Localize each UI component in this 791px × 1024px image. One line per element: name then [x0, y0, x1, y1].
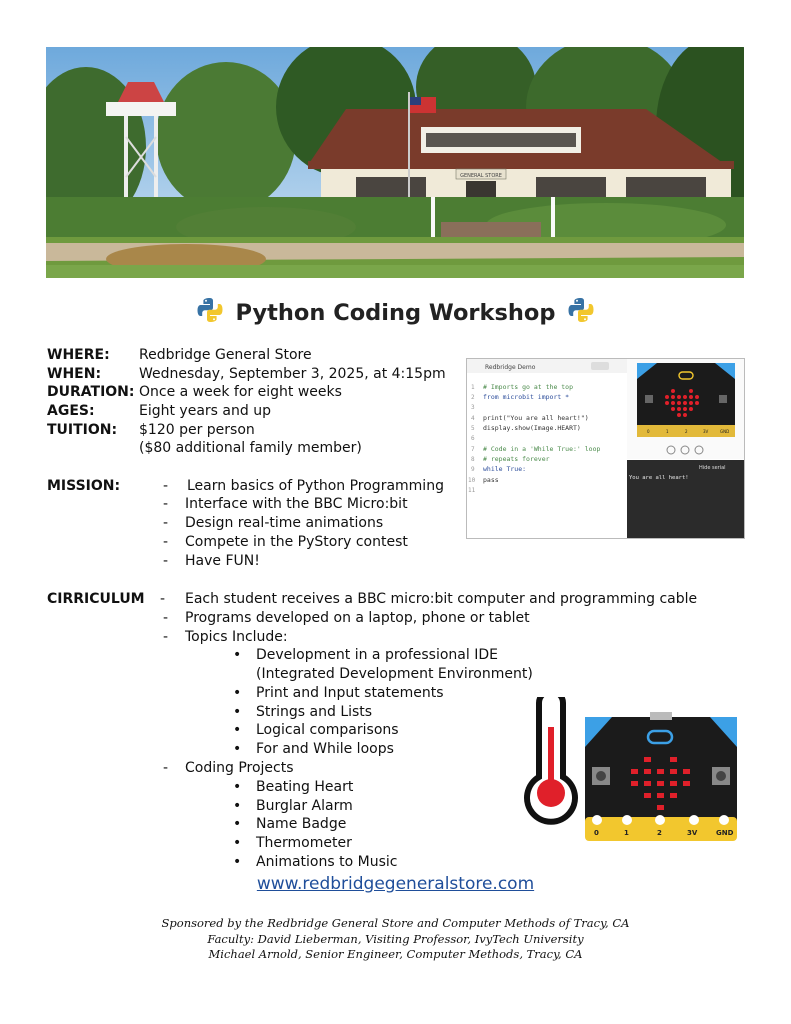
sponsor-line: Sponsored by the Redbridge General Store and Computer Methods of Tracy, CA	[161, 916, 630, 930]
curriculum-item: Each student receives a BBC micro:bit computer and programming cable	[185, 591, 698, 607]
ide-line-number: 8	[471, 456, 475, 463]
faculty-line: Faculty: David Lieberman, Visiting Professor, IvyTech University	[207, 932, 584, 946]
ide-line-number: 9	[471, 466, 475, 473]
ide-code-line: while True:	[483, 465, 527, 473]
ide-code-line: print("You are all heart!")	[483, 414, 589, 422]
ages-label: AGES:	[47, 403, 95, 419]
mission-item: Compete in the PyStory contest	[185, 534, 408, 550]
store-sign: GENERAL STORE	[460, 173, 502, 179]
python-logo-icon	[567, 296, 595, 330]
topic-item: Development in a professional IDE	[256, 647, 498, 663]
where-label: WHERE:	[47, 347, 110, 363]
pin-label: 0	[594, 829, 599, 837]
project-item: Burglar Alarm	[256, 798, 353, 814]
topic-item: For and While loops	[256, 741, 394, 757]
ide-code-line: # repeats forever	[483, 455, 550, 463]
project-item: Beating Heart	[256, 779, 354, 795]
ide-pin-label: GND	[720, 429, 730, 434]
ide-line-number: 7	[471, 446, 475, 453]
bullet-icon: •	[233, 741, 242, 757]
ide-code-line: # Code in a 'While True:' loop	[483, 445, 601, 453]
tuition-label: TUITION:	[47, 422, 118, 438]
bullet-icon: •	[233, 685, 242, 701]
duration-value: Once a week for eight weeks	[139, 384, 342, 400]
bullet-icon: •	[233, 835, 242, 851]
ide-pin-label: 2	[685, 429, 688, 434]
list-dash: -	[163, 610, 169, 626]
bullet-icon: •	[233, 816, 242, 832]
topic-item: Strings and Lists	[256, 704, 373, 720]
hero-photo	[46, 47, 744, 278]
ide-pin-label: 1	[666, 429, 669, 434]
mission-label: MISSION:	[47, 478, 121, 494]
list-dash: -	[163, 496, 169, 512]
ide-line-number: 3	[471, 404, 475, 411]
list-dash: -	[163, 515, 169, 531]
thermometer-icon	[527, 697, 575, 822]
ide-line-number: 5	[471, 425, 475, 432]
list-dash: -	[160, 591, 166, 607]
mission-item: Design real-time animations	[185, 515, 384, 531]
project-item: Name Badge	[256, 816, 347, 832]
topic-item-continued: (Integrated Development Environment)	[256, 666, 533, 682]
mission-item: Have FUN!	[185, 553, 260, 569]
curriculum-item: Topics Include:	[185, 629, 288, 645]
project-item: Animations to Music	[256, 854, 398, 870]
projects-label: Coding Projects	[185, 760, 294, 776]
tuition-value: $120 per person	[139, 422, 255, 438]
ide-project-name: Redbridge Demo	[485, 364, 536, 371]
ide-pin-label: 3V	[703, 429, 709, 434]
bullet-icon: •	[233, 722, 242, 738]
list-dash: -	[163, 629, 169, 645]
where-value: Redbridge General Store	[139, 347, 312, 363]
pin-label: GND	[716, 829, 734, 837]
ide-line-number: 10	[468, 477, 476, 484]
faculty-line: Michael Arnold, Senior Engineer, Computer Methods, Tracy, CA	[208, 947, 583, 961]
ide-line-number: 2	[471, 394, 475, 401]
bullet-icon: •	[233, 798, 242, 814]
bullet-icon: •	[233, 647, 242, 663]
ide-line-number: 1	[471, 384, 475, 391]
list-dash: -	[163, 760, 169, 776]
list-dash: -	[163, 534, 169, 550]
duration-label: DURATION:	[47, 384, 135, 400]
ide-code-line: # Imports go at the top	[483, 383, 574, 391]
ages-value: Eight years and up	[139, 403, 271, 419]
microbit-thermometer-illustration	[522, 697, 744, 845]
page-title	[0, 296, 791, 330]
bullet-icon: •	[233, 704, 242, 720]
ide-serial-label: Hide serial	[699, 465, 726, 471]
ide-line-number: 6	[471, 435, 475, 442]
bullet-icon: •	[233, 779, 242, 795]
topic-item: Logical comparisons	[256, 722, 399, 738]
ide-code-line: pass	[483, 476, 499, 484]
topic-item: Print and Input statements	[256, 685, 444, 701]
ide-code-line: from microbit import *	[483, 393, 570, 401]
pin-label: 2	[657, 829, 662, 837]
pin-label: 1	[624, 829, 629, 837]
pin-label: 3V	[687, 829, 698, 837]
ide-line-number: 4	[471, 415, 475, 422]
ide-serial-output: You are all heart!	[629, 475, 689, 481]
ide-line-number: 11	[468, 487, 476, 494]
python-logo-icon	[196, 296, 224, 330]
curriculum-item: Programs developed on a laptop, phone or tablet	[185, 610, 530, 626]
ide-pin-label: 0	[647, 429, 650, 434]
list-dash: -	[163, 553, 169, 569]
tuition-extra: ($80 additional family member)	[139, 440, 362, 456]
when-label: WHEN:	[47, 366, 102, 382]
mission-item: Interface with the BBC Micro:bit	[185, 496, 408, 512]
ide-screenshot	[466, 358, 745, 539]
bullet-icon: •	[233, 854, 242, 870]
when-value: Wednesday, September 3, 2025, at 4:15pm	[139, 366, 446, 382]
project-item: Thermometer	[256, 835, 352, 851]
title-text: Python Coding Workshop	[235, 300, 556, 326]
ide-code-line: display.show(Image.HEART)	[483, 424, 581, 432]
list-dash: -	[163, 478, 169, 494]
curriculum-label: CIRRICULUM	[47, 591, 145, 607]
website-link[interactable]: www.redbridgegeneralstore.com	[256, 874, 535, 894]
mission-item: Learn basics of Python Programming	[187, 478, 444, 494]
